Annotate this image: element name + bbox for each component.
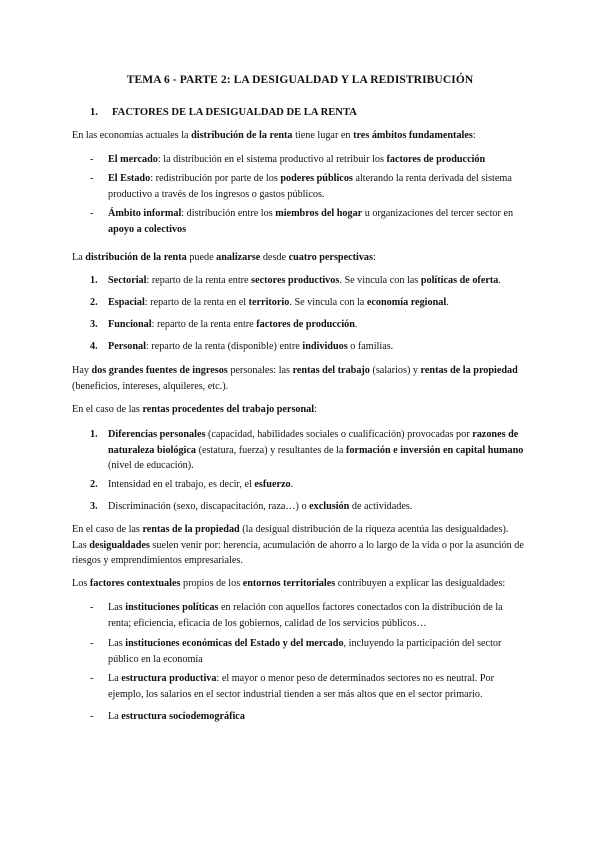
perspectives-intro: La distribución de la renta puede analizarse desde cuatro perspectivas: bbox=[72, 252, 376, 263]
list-item-personal: 4. Personal: reparto de la renta (disponible) entre individuos o familias. bbox=[90, 339, 524, 355]
list-number: 2. bbox=[90, 479, 98, 490]
list-item-espacial: 2. Espacial: reparto de la renta en el territorio. Se vincula con la economía regional. bbox=[90, 295, 524, 311]
list-item-funcional: 3. Funcional: reparto de la renta entre factores de producción. bbox=[90, 317, 524, 333]
list-item-discriminacion: 3. Discriminación (sexo, discapacitación, raza…) o exclusión de actividades. bbox=[90, 499, 524, 515]
list-number: 4. bbox=[90, 341, 98, 352]
list-item-estructura-productiva: - La estructura productiva: el mayor o menor peso de determinados sectores no es neutral. Por ejemplo, los salarios en el sector industrial tienden a ser más altos que en el sector primario. bbox=[90, 673, 494, 700]
list-number: 1. bbox=[90, 429, 98, 440]
bullet-marker: - bbox=[90, 602, 94, 613]
list-item-diferencias: 1. Diferencias personales (capacidad, habilidades sociales o cualificación) provocadas por razones de naturaleza biológica (estatura, fuerza) y resultantes de la formación e inversión en capital humano (nivel de educación). bbox=[90, 429, 524, 471]
contextual-factors-intro: Los factores contextuales propios de los entornos territoriales contribuyen a explicar las desigualdades: bbox=[72, 578, 506, 589]
work-income-intro: En el caso de las rentas procedentes del trabajo personal: bbox=[72, 404, 317, 415]
bullet-marker: - bbox=[90, 673, 94, 684]
section-number: 1. bbox=[90, 107, 98, 118]
list-item-intensidad: 2. Intensidad en el trabajo, es decir, el esfuerzo. bbox=[90, 477, 524, 493]
list-number: 2. bbox=[90, 297, 98, 308]
list-item-instituciones-politicas: - Las instituciones políticas en relación con aquellos factores conectados con la distribución de la renta; eficiencia, eficacia de los gobiernos, calidad de los servicios públicos… bbox=[90, 602, 503, 629]
list-number: 3. bbox=[90, 501, 98, 512]
bullet-marker: - bbox=[90, 173, 94, 184]
section-title: FACTORES DE LA DESIGUALDAD DE LA RENTA bbox=[112, 107, 357, 118]
list-item-informal: - Ámbito informal: distribución entre los miembros del hogar u organizaciones del tercer sector en apoyo a colectivos bbox=[90, 208, 514, 235]
intro-paragraph: En las economías actuales la distribución de la renta tiene lugar en tres ámbitos fundamentales: bbox=[72, 130, 476, 141]
document-title: TEMA 6 - PARTE 2: LA DESIGUALDAD Y LA REDISTRIBUCIÓN bbox=[126, 74, 474, 86]
income-sources-paragraph: Hay dos grandes fuentes de ingresos personales: las rentas del trabajo (salarios) y rentas de la propiedad (beneficios, intereses, alquileres, etc.). bbox=[72, 365, 518, 392]
bullet-marker: - bbox=[90, 154, 94, 165]
list-item-instituciones-economicas: - Las instituciones económicas del Estado y del mercado, incluyendo la participación del sector público en la economía bbox=[90, 638, 502, 665]
property-income-paragraph: En el caso de las rentas de la propiedad (la desigual distribución de la riqueza acentúa las desigualdades). Las desigualdades suelen venir por: herencia, acumulación de ahorro a lo largo de la vida o por la asunción de riesgos y emprendimientos empresariales. bbox=[72, 524, 524, 566]
list-item-sectorial: 1. Sectorial: reparto de la renta entre sectores productivos. Se vincula con las políticas de oferta. bbox=[90, 273, 524, 289]
list-number: 3. bbox=[90, 319, 98, 330]
list-number: 1. bbox=[90, 275, 98, 286]
bullet-marker: - bbox=[90, 638, 94, 649]
list-item-mercado: - El mercado: la distribución en el sistema productivo al retribuir los factores de producción bbox=[90, 152, 524, 168]
bullet-marker: - bbox=[90, 208, 94, 219]
bullet-marker: - bbox=[90, 711, 94, 722]
list-item-estado: - El Estado: redistribución por parte de los poderes públicos alterando la renta derivada del sistema productivo a través de los ingresos o gastos públicos. bbox=[90, 173, 512, 200]
list-item-estructura-sociodemografica: - La estructura sociodemográfica bbox=[90, 709, 524, 725]
section-heading bbox=[90, 107, 357, 118]
